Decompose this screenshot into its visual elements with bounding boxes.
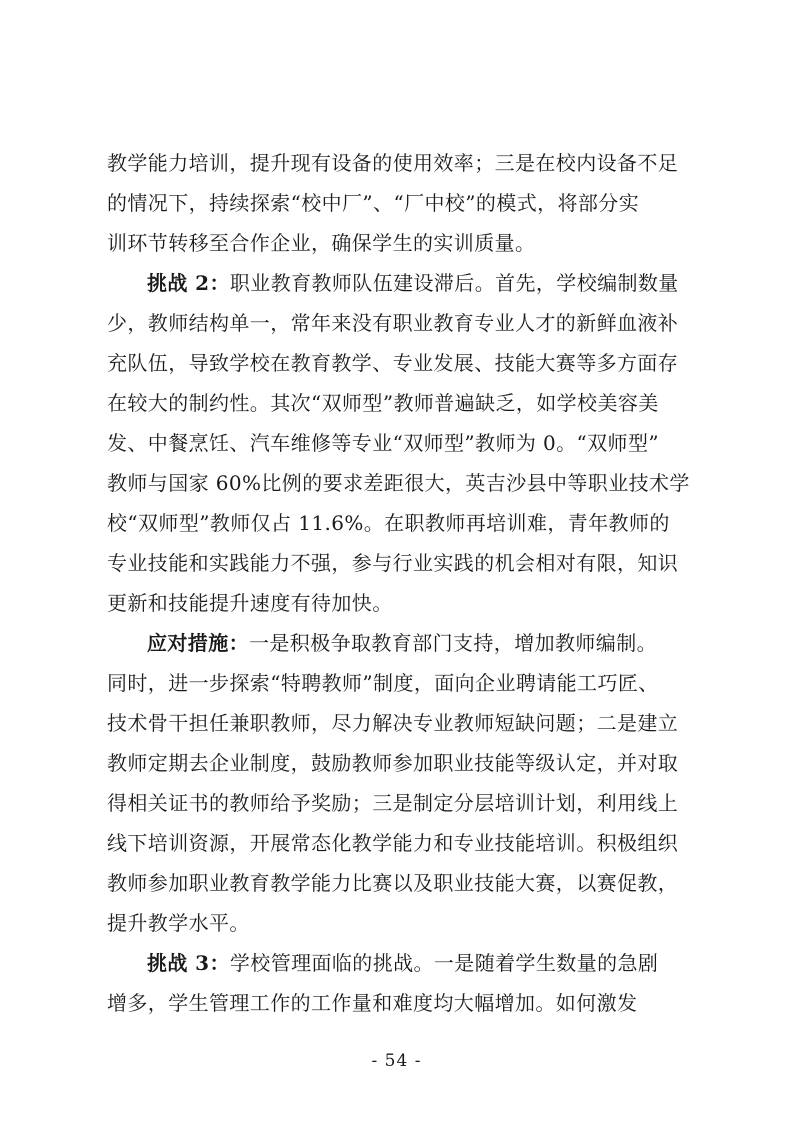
measures-first-line <box>147 623 693 663</box>
body-line: 校“双师型”教师仅占 11.6%。在职教师再培训难，青年教师的 <box>107 511 670 535</box>
body-line: 的情况下，持续探索“校中厂”、“厂中校”的模式，将部分实 <box>107 191 640 215</box>
body-line: 训环节转移至合作企业，确保学生的实训质量。 <box>107 231 536 255</box>
body-line: 得相关证书的教师给予奖励；三是制定分层培训计划，利用线上 <box>107 791 679 815</box>
body-line: 充队伍，导致学校在教育教学、专业发展、技能大赛等多方面存 <box>107 351 679 375</box>
body-line: 专业技能和实践能力不强，参与行业实践的机会相对有限，知识 <box>107 551 679 575</box>
body-line: 增多，学生管理工作的工作量和难度均大幅增加。如何激发 <box>107 991 638 1015</box>
body-line: 更新和技能提升速度有待加快。 <box>107 591 393 615</box>
measures-heading: 应对措施： <box>147 631 249 655</box>
body-line: 教师定期去企业制度，鼓励教师参加职业技能等级认定，并对取 <box>107 751 679 775</box>
challenge-3-heading: 挑战 3： <box>147 951 230 975</box>
page-number: - 54 - <box>371 1051 422 1071</box>
challenge-2-text: 职业教育教师队伍建设滞后。首先，学校编制数量 <box>229 271 679 295</box>
document-page <box>107 0 693 1122</box>
body-line: 同时，进一步探索“特聘教师”制度，面向企业聘请能工巧匠、 <box>107 671 659 695</box>
challenge-3-text: 学校管理面临的挑战。一是随着学生数量的急剧 <box>229 951 659 975</box>
measures-text: 一是积极争取教育部门支持，增加教师编制。 <box>249 631 657 655</box>
body-line: 发、中餐烹饪、汽车维修等专业“双师型”教师为 0。“双师型” <box>107 431 659 455</box>
body-line: 少，教师结构单一，常年来没有职业教育专业人才的新鲜血液补 <box>107 311 679 335</box>
body-line: 技术骨干担任兼职教师，尽力解决专业教师短缺问题；二是建立 <box>107 711 679 735</box>
challenge-2-first-line <box>147 263 693 303</box>
challenge-3-first-line <box>147 943 693 983</box>
body-line: 在较大的制约性。其次“双师型”教师普遍缺乏，如学校美容美 <box>107 391 659 415</box>
body-line: 教师参加职业教育教学能力比赛以及职业技能大赛，以赛促教， <box>107 871 679 895</box>
body-line: 提升教学水平。 <box>107 911 250 935</box>
challenge-2-heading: 挑战 2： <box>147 271 230 295</box>
body-line: 教师与国家 60%比例的要求差距很大，英吉沙县中等职业技术学 <box>107 471 690 495</box>
body-line: 教学能力培训，提升现有设备的使用效率；三是在校内设备不足 <box>107 151 679 175</box>
body-line: 线下培训资源，开展常态化教学能力和专业技能培训。积极组织 <box>107 831 679 855</box>
